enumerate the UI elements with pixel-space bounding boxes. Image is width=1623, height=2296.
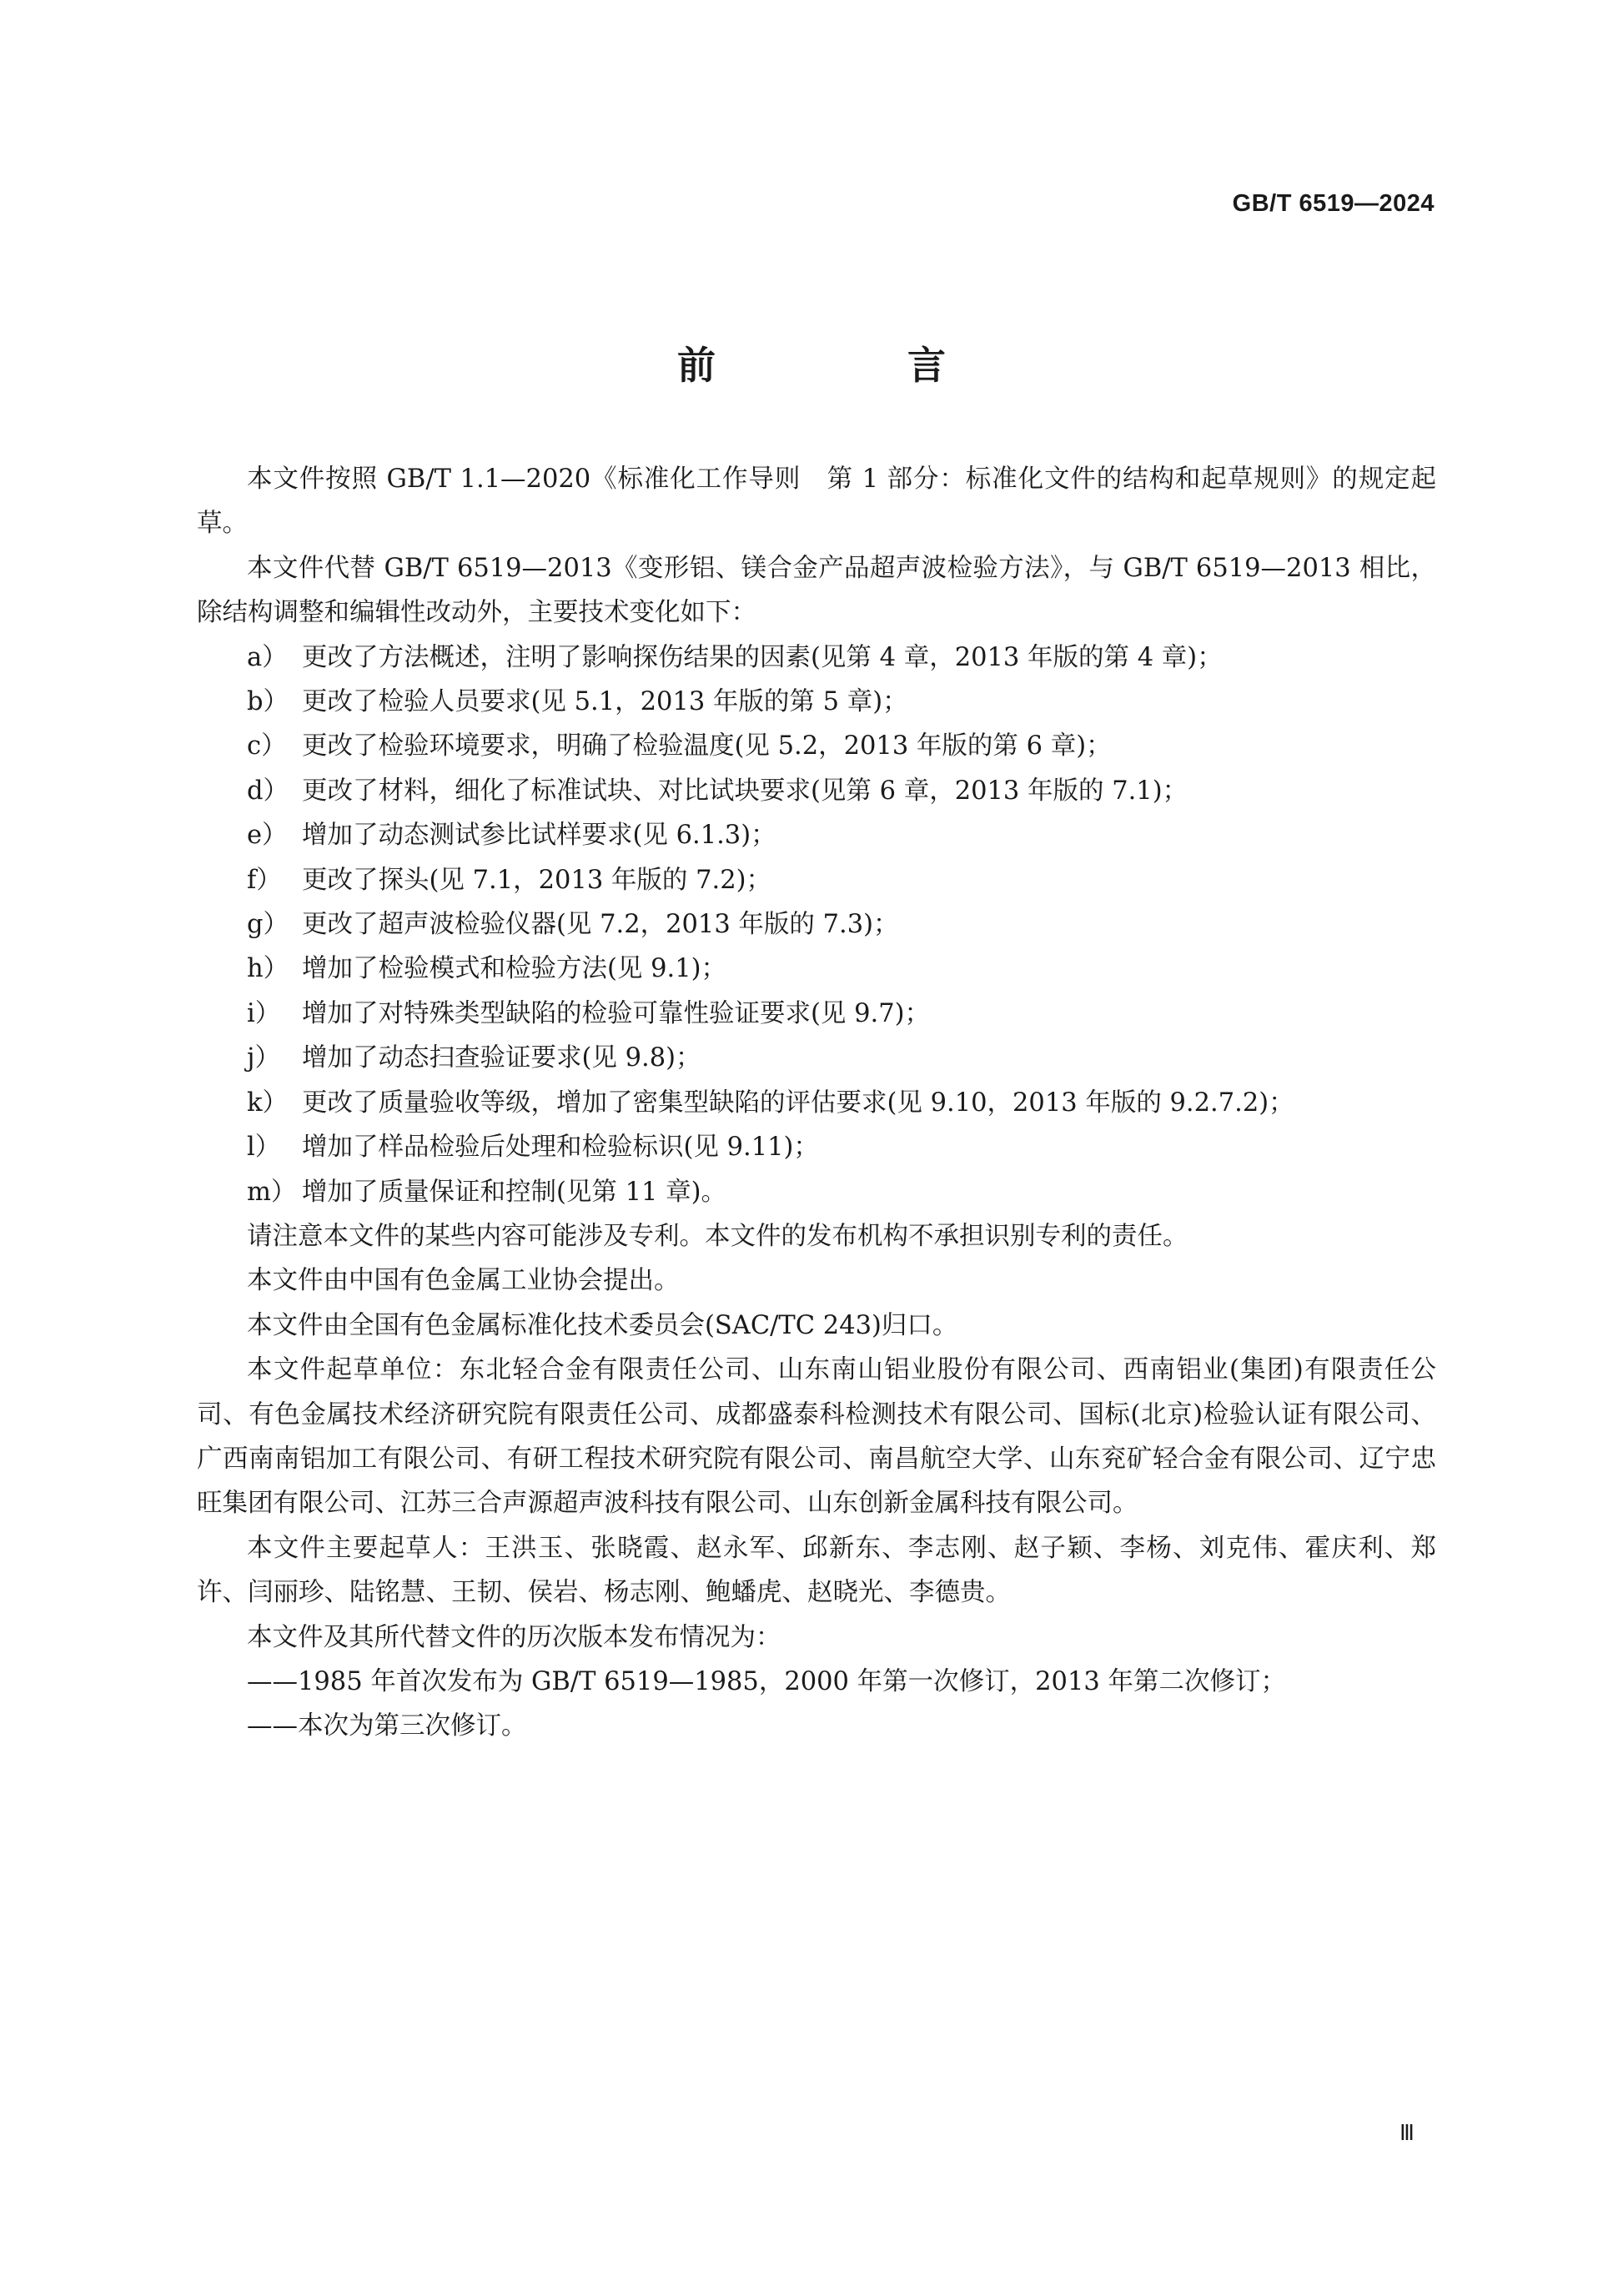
list-item-label: c） [247,731,287,761]
paragraph-patent-notice: 请注意本文件的某些内容可能涉及专利。本文件的发布机构不承担识别专利的责任。 [247,1221,1188,1251]
list-item-label: b） [247,687,289,717]
list-item-label: i） [247,998,281,1028]
list-item [197,858,1436,902]
list-item [197,724,1436,768]
paragraph-structure-rules: 本文件按照 GB/T 1.1—2020《标准化工作导则 第 1 部分：标准化文件的结构和起草规则》的规定起草。 [197,465,1436,539]
list-item [197,680,1436,724]
list-item [197,902,1436,947]
list-item-text: 增加了对特殊类型缺陷的检验可靠性验证要求(见 9.7)； [302,998,930,1028]
list-item-label: e） [247,821,288,851]
list-item-label: g） [247,910,289,940]
page-title: 前 言 [677,343,1023,388]
list-item-text: 更改了超声波检验仪器(见 7.2，2013 年版的 7.3)； [302,910,899,940]
list-item-label: a） [247,642,288,672]
list-item-label: k） [247,1088,288,1118]
list-item-text: 增加了检验模式和检验方法(见 9.1)； [302,954,726,984]
paragraph-drafters: 本文件主要起草人：王洪玉、张晓霞、赵永军、邱新东、李志刚、赵子颖、李杨、刘克伟、霍庆利、郑许、闫丽珍、陆铭慧、王韧、侯岩、杨志刚、鲍蟠虎、赵晓光、李德贵。 [197,1533,1436,1608]
list-item-text: 增加了动态扫查验证要求(见 9.8)； [302,1043,701,1073]
list-item-text: 更改了材料，细化了标准试块、对比试块要求(见第 6 章，2013 年版的 7.1)； [302,776,1188,806]
list-item [197,992,1436,1036]
standard-number: GB/T 6519—2024 [1232,190,1435,217]
list-item [197,1170,1436,1214]
list-item-text: 更改了检验人员要求(见 5.1，2013 年版的第 5 章)； [302,687,908,717]
paragraph-history-intro: 本文件及其所代替文件的历次版本发布情况为： [247,1622,781,1652]
list-item-label: f） [247,865,282,895]
list-item [197,813,1436,857]
list-item-text: 增加了样品检验后处理和检验标识(见 9.11)； [302,1133,819,1163]
list-item-text: 更改了检验环境要求，明确了检验温度(见 5.2，2013 年版的第 6 章)； [302,731,1112,761]
list-item-label: d） [247,776,289,806]
list-item [197,947,1436,991]
list-item-text: 更改了质量验收等级，增加了密集型缺陷的评估要求(见 9.10，2013 年版的 9.2.7.2)； [302,1088,1294,1118]
list-item-label: j） [247,1043,280,1073]
list-item-label: h） [247,954,289,984]
list-item [197,636,1436,680]
paragraph-administered-by: 本文件由全国有色金属标准化技术委员会(SAC/TC 243)归口。 [247,1310,958,1340]
history-item: ——本次为第三次修订。 [247,1711,527,1741]
paragraph-drafting-units: 本文件起草单位：东北轻合金有限责任公司、山东南山铝业股份有限公司、西南铝业(集团)有限责任公司、有色金属技术经济研究院有限责任公司、成都盛泰科检测技术有限公司、国标(北京)检验认证有限公司、广西南南铝加工有限公司、有研工程技术研究院有限公司、南昌航空大学、山东兖矿轻合金有限公司、辽宁忠旺集团有限公司、江苏三合声源超声波科技有限公司、山东创新金属科技有限公司。 [197,1355,1436,1519]
list-item-text: 更改了探头(见 7.1，2013 年版的 7.2)； [302,865,772,895]
list-item [197,769,1436,813]
list-item [197,1125,1436,1169]
list-item-text: 增加了动态测试参比试样要求(见 6.1.3)； [302,821,776,851]
list-item-label: l） [247,1133,281,1163]
paragraph-proposed-by: 本文件由中国有色金属工业协会提出。 [247,1266,680,1296]
list-item-label: m） [247,1177,297,1207]
list-item [197,1036,1436,1080]
list-item-text: 更改了方法概述，注明了影响探伤结果的因素(见第 4 章，2013 年版的第 4 章)； [302,642,1223,672]
page-number: Ⅲ [1399,2121,1414,2145]
changes-list [197,636,1436,1214]
history-item: ——1985 年首次发布为 GB/T 6519—1985，2000 年第一次修订，2013 年第二次修订； [247,1666,1286,1696]
document-body [197,457,1436,1749]
list-item-text: 增加了质量保证和控制(见第 11 章)。 [302,1177,726,1207]
paragraph-replaces: 本文件代替 GB/T 6519—2013《变形铝、镁合金产品超声波检验方法》，与 GB/T 6519—2013 相比，除结构调整和编辑性改动外，主要技术变化如下： [197,553,1436,628]
list-item [197,1081,1436,1125]
